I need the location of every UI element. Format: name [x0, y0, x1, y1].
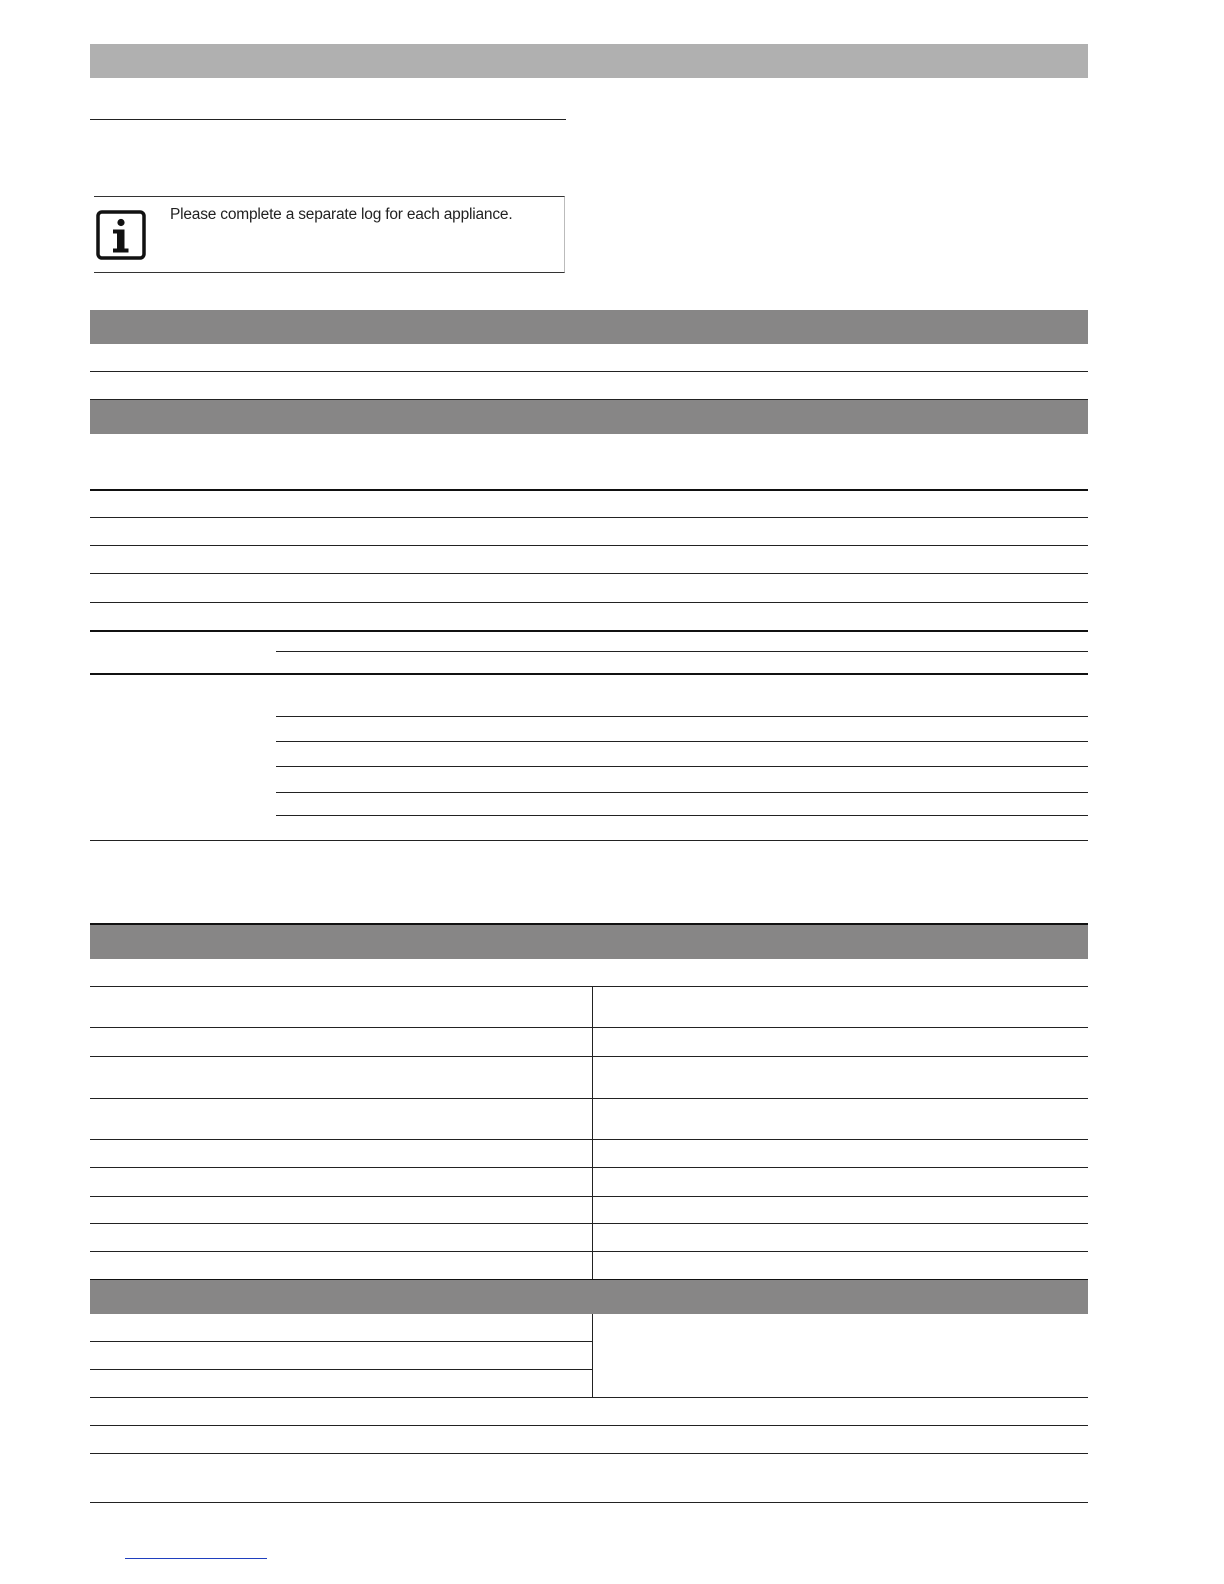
row-line [90, 1167, 1088, 1168]
sub-row-line [276, 716, 1088, 717]
row-line [90, 1027, 1088, 1028]
sub-row-line [276, 651, 1088, 652]
row-line [90, 1056, 1088, 1057]
heading-rule [90, 119, 566, 120]
sub-row-line [276, 766, 1088, 767]
section-band-3 [90, 925, 1088, 959]
row-line [90, 371, 1088, 372]
footer-link[interactable] [125, 1558, 267, 1559]
section-band-4 [90, 1280, 1088, 1314]
row-line [90, 673, 1088, 675]
row-line [90, 1139, 1088, 1140]
row-line [90, 545, 1088, 546]
section-band-1 [90, 310, 1088, 344]
section-band-2 [90, 400, 1088, 434]
row-line [90, 1341, 593, 1342]
row-line [90, 1453, 1088, 1454]
row-line [90, 489, 1088, 491]
sub-row-line [276, 815, 1088, 816]
row-line [90, 1369, 593, 1370]
row-line [90, 986, 1088, 987]
note-text: Please complete a separate log for each appliance. [170, 206, 513, 223]
row-line [90, 630, 1088, 632]
info-note [94, 196, 565, 273]
sub-row-line [276, 741, 1088, 742]
row-line [90, 1098, 1088, 1099]
sub-row-line [276, 792, 1088, 793]
row-line [90, 602, 1088, 603]
row-line [90, 517, 1088, 518]
row-line [90, 1251, 1088, 1252]
row-line [90, 573, 1088, 574]
column-divider [592, 1314, 593, 1398]
header-band [90, 44, 1088, 78]
row-line [90, 1223, 1088, 1224]
column-divider [592, 986, 593, 1279]
row-line [90, 840, 1088, 841]
info-icon [96, 210, 146, 260]
row-line [90, 1196, 1088, 1197]
row-line [90, 1502, 1088, 1503]
row-line [90, 1397, 1088, 1398]
row-line [90, 1425, 1088, 1426]
